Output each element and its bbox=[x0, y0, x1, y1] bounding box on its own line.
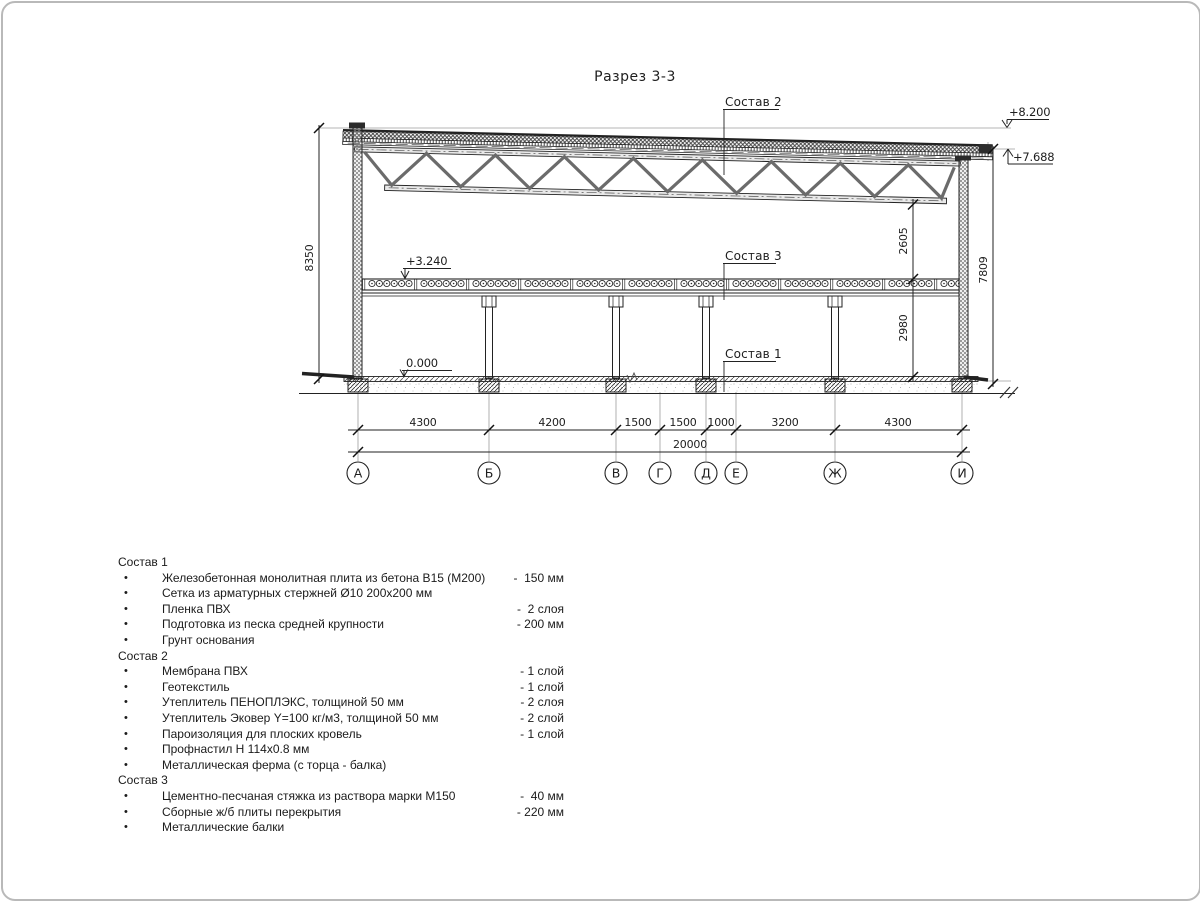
level-mark-roof-top bbox=[1002, 105, 1050, 128]
bullet-icon: • bbox=[124, 696, 128, 709]
dim-truss-clear: 2605 bbox=[897, 227, 910, 255]
bullet-icon: • bbox=[124, 743, 128, 756]
legend-item: • Подготовка из песка средней крупности - 200 мм bbox=[118, 617, 564, 633]
label-sostav-3: Состав 3 bbox=[725, 249, 782, 263]
legend-section-header: Состав 1 bbox=[118, 555, 168, 569]
level-eave: +7.688 bbox=[1013, 150, 1055, 164]
bullet-icon: • bbox=[124, 665, 128, 678]
bullet-icon: • bbox=[124, 805, 128, 818]
column bbox=[609, 296, 623, 378]
dim-span: 4300 bbox=[409, 416, 437, 429]
axis-label: Б bbox=[484, 465, 494, 481]
level-mark-zero bbox=[400, 356, 452, 377]
axis-label: Г bbox=[656, 465, 664, 481]
columns bbox=[482, 296, 842, 378]
bullet-icon: • bbox=[124, 758, 128, 771]
dim-right-height: 7809 bbox=[977, 256, 990, 284]
bullet-icon: • bbox=[124, 587, 128, 600]
axis-label: А bbox=[353, 465, 363, 481]
bullet-icon: • bbox=[124, 618, 128, 631]
dim-span: 1500 bbox=[669, 416, 697, 429]
bullet-icon: • bbox=[124, 821, 128, 834]
sand-bed bbox=[344, 382, 978, 392]
level-zero: 0.000 bbox=[406, 356, 438, 370]
left-wall bbox=[353, 128, 362, 378]
legend-item: • Металлическая ферма (с торца - балка) bbox=[118, 758, 564, 774]
label-sostav-1: Состав 1 bbox=[725, 347, 782, 361]
dim-left-height: 8350 bbox=[303, 244, 316, 272]
dim-span: 1500 bbox=[624, 416, 652, 429]
axis-label: Д bbox=[701, 465, 711, 481]
dim-storey-clear: 2980 bbox=[897, 314, 910, 342]
legend-section-header: Состав 2 bbox=[118, 648, 168, 663]
bullet-icon: • bbox=[124, 571, 128, 584]
roof-and-truss bbox=[342, 129, 993, 205]
dim-span: 3200 bbox=[771, 416, 799, 429]
legend-item: • Железобетонная монолитная плита из бетона В15 (М200) - 150 мм bbox=[118, 571, 564, 587]
dim-span: 1000 bbox=[707, 416, 735, 429]
legend-item: • Пленка ПВХ - 2 слоя bbox=[118, 602, 564, 618]
right-wall bbox=[959, 160, 968, 378]
axis-markers bbox=[347, 462, 973, 484]
left-apron bbox=[302, 374, 354, 378]
legend-item: • Сетка из арматурных стержней Ø10 200x200 мм bbox=[118, 586, 564, 602]
bullet-icon: • bbox=[124, 633, 128, 646]
legend-item: • Мембрана ПВХ - 1 слой bbox=[118, 664, 564, 680]
dim-span: 4200 bbox=[538, 416, 566, 429]
level-mark-eave bbox=[1003, 149, 1054, 164]
level-mark-floor bbox=[401, 254, 451, 279]
level-floor: +3.240 bbox=[406, 254, 448, 268]
legend-item: • Цементно-песчаная стяжка из раствора марки М150 - 40 мм bbox=[118, 789, 564, 805]
drawing-title: Разрез 3-3 bbox=[594, 69, 676, 85]
ground-slab bbox=[344, 377, 978, 382]
legend-item: • Сборные ж/б плиты перекрытия - 220 мм bbox=[118, 805, 564, 821]
legend-item: • Профнастил Н 114x0.8 мм bbox=[118, 742, 564, 758]
extension-lines bbox=[319, 128, 1015, 461]
dim-span: 4300 bbox=[884, 416, 912, 429]
legend-item: • Грунт основания bbox=[118, 633, 564, 649]
bullet-icon: • bbox=[124, 680, 128, 693]
axis-label: Ж bbox=[828, 465, 842, 481]
legend-item: • Металлические балки bbox=[118, 820, 564, 836]
legend-section-header: Состав 3 bbox=[118, 773, 168, 788]
bullet-icon: • bbox=[124, 602, 128, 615]
axis-label: В bbox=[611, 465, 621, 481]
materials-legend bbox=[118, 555, 564, 836]
column bbox=[482, 296, 496, 378]
legend-item: • Утеплитель Эковер Y=100 кг/м3, толщиной 50 мм - 2 слой bbox=[118, 711, 564, 727]
section-drawing bbox=[3, 3, 1200, 548]
left-wall-cap bbox=[349, 123, 365, 129]
bullet-icon: • bbox=[124, 711, 128, 724]
column bbox=[699, 296, 713, 378]
ground-end-ticks bbox=[1000, 387, 1018, 398]
label-sostav-2: Состав 2 bbox=[725, 95, 782, 109]
level-roof-top: +8.200 bbox=[1009, 105, 1051, 119]
legend-item: • Утеплитель ПЕНОПЛЭКС, толщиной 50 мм - 2 слоя bbox=[118, 695, 564, 711]
bullet-icon: • bbox=[124, 789, 128, 802]
bullet-icon: • bbox=[124, 727, 128, 740]
legend-item: • Пароизоляция для плоских кровель - 1 слой bbox=[118, 727, 564, 743]
right-wall-cap bbox=[955, 156, 971, 161]
legend-item: • Геотекстиль - 1 слой bbox=[118, 680, 564, 696]
sheet-border bbox=[1, 1, 1200, 901]
floor-slab bbox=[362, 279, 959, 290]
axis-label: Е bbox=[732, 465, 740, 481]
column bbox=[828, 296, 842, 378]
dim-total: 20000 bbox=[673, 438, 707, 451]
axis-label: И bbox=[957, 465, 967, 481]
